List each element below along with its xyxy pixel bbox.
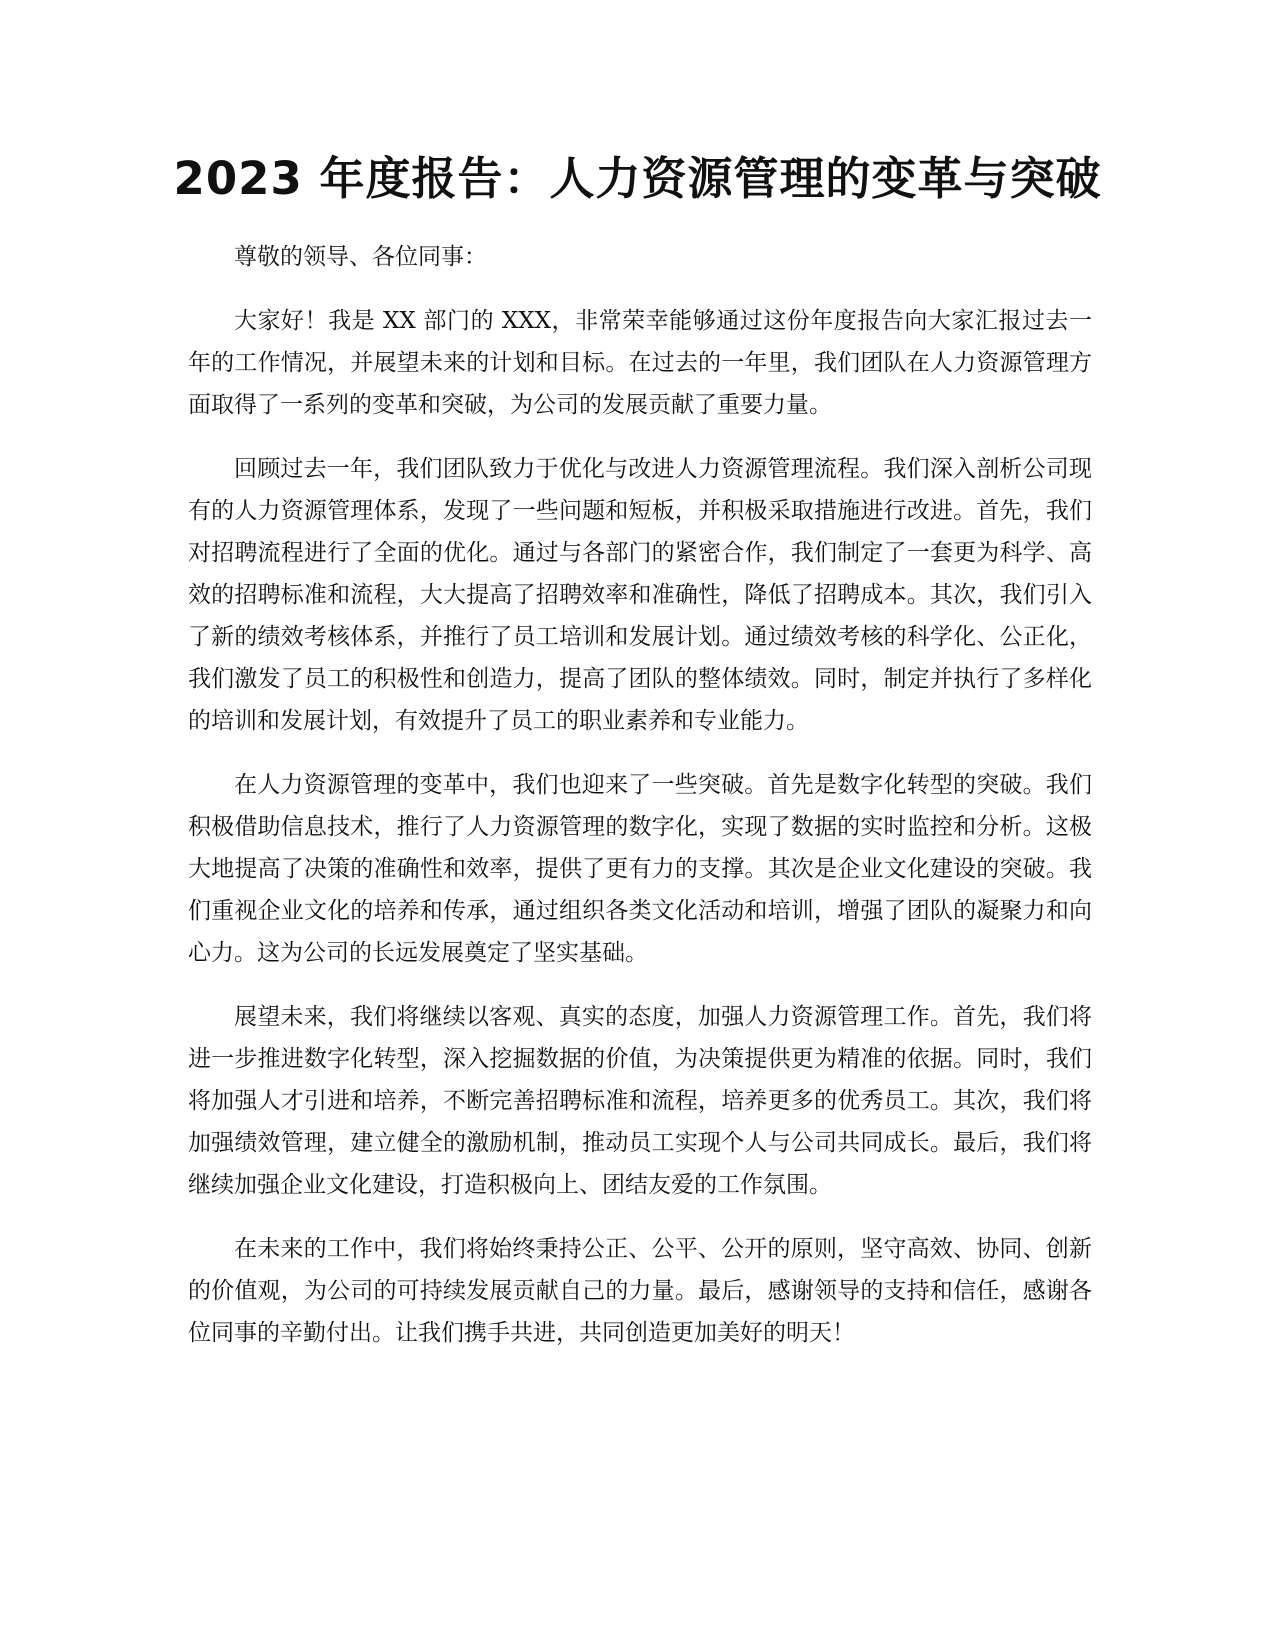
document-body [188, 236, 1092, 1376]
paragraph-review: 回顾过去一年，我们团队致力于优化与改进人力资源管理流程。我们深入剖析公司现有的人力资源管理体系，发现了一些问题和短板，并积极采取措施进行改进。首先，我们对招聘流程进行了全面的优化。通过与各部门的紧密合作，我们制定了一套更为科学、高效的招聘标准和流程，大大提高了招聘效率和准确性，降低了招聘成本。其次，我们引入了新的绩效考核体系，并推行了员工培训和发展计划。通过绩效考核的科学化、公正化，我们激发了员工的积极性和创造力，提高了团队的整体绩效。同时，制定并执行了多样化的培训和发展计划，有效提升了员工的职业素养和专业能力。 [188, 456, 1092, 734]
paragraph-intro: 大家好！我是 XX 部门的 XXX，非常荣幸能够通过这份年度报告向大家汇报过去一年的工作情况，并展望未来的计划和目标。在过去的一年里，我们团队在人力资源管理方面取得了一系列的变革和突破，为公司的发展贡献了重要力量。 [188, 308, 1092, 418]
salutation: 尊敬的领导、各位同事： [234, 244, 487, 270]
paragraph-closing: 在未来的工作中，我们将始终秉持公正、公平、公开的原则，坚守高效、协同、创新的价值观，为公司的可持续发展贡献自己的力量。最后，感谢领导的支持和信任，感谢各位同事的辛勤付出。让我们携手共进，共同创造更加美好的明天！ [188, 1236, 1092, 1346]
paragraph-outlook: 展望未来，我们将继续以客观、真实的态度，加强人力资源管理工作。首先，我们将进一步推进数字化转型，深入挖掘数据的价值，为决策提供更为精准的依据。同时，我们将加强人才引进和培养，不断完善招聘标准和流程，培养更多的优秀员工。其次，我们将加强绩效管理，建立健全的激励机制，推动员工实现个人与公司共同成长。最后，我们将继续加强企业文化建设，打造积极向上、团结友爱的工作氛围。 [188, 1004, 1092, 1198]
paragraph-breakthroughs: 在人力资源管理的变革中，我们也迎来了一些突破。首先是数字化转型的突破。我们积极借助信息技术，推行了人力资源管理的数字化，实现了数据的实时监控和分析。这极大地提高了决策的准确性和效率，提供了更有力的支撑。其次是企业文化建设的突破。我们重视企业文化的培养和传承，通过组织各类文化活动和培训，增强了团队的凝聚力和向心力。这为公司的长远发展奠定了坚实基础。 [188, 772, 1092, 966]
document-title: 2023 年度报告：人力资源管理的变革与突破 [173, 152, 1102, 205]
